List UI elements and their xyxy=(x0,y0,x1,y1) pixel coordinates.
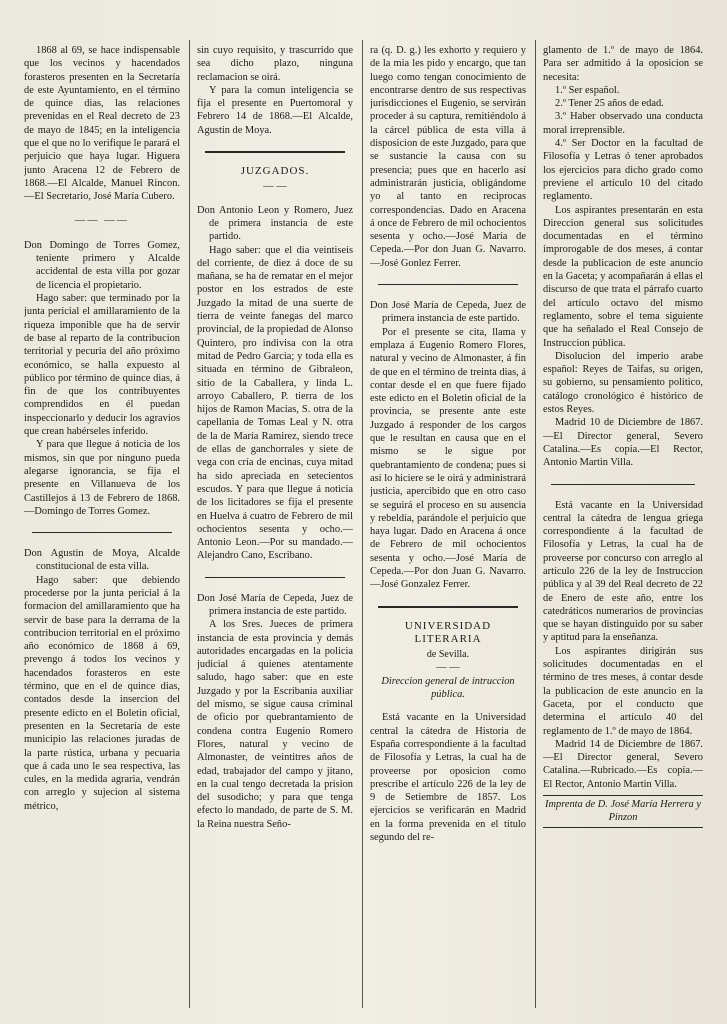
notice-body: glamento de 1.º de mayo de 1864. Para ser admitido á la oposicion se necesita: xyxy=(543,45,703,83)
divider xyxy=(378,606,518,608)
notice-body: Los aspirantes dirigirán sus solicitudes documentadas en el término de tres meses, á contar desde la publicacion de este anuncio en la Gaceta, por el conducto que determina el artículo 40 del reglamento de 1.º de mayo de 1864. xyxy=(543,645,703,737)
direction-heading: Direccion general de intruccion pública. xyxy=(381,675,515,701)
divider xyxy=(205,577,345,578)
divider xyxy=(551,484,695,485)
divider xyxy=(205,151,345,153)
notice-body: Está vacante en la Universidad central la cátedra de lengua griega correspondiente á la facultad de Filosofía y Letras, la cual ha de proveerse por concurso con arreglo al artículo 226 de la ley de Instruccion pública y al 39 del Real decreto de 22 de Enero de este año, entre los catedráticos numerarios de provincias que se hayan distinguido por su saber y aptitud para la enseñanza. xyxy=(543,499,703,644)
notice-body: Hago saber: que terminado por la junta pericial el amillaramiento de la riqueza imponible que ha de servir de base al reparto de la contribucion territorial y pecuria del año próximo económico, se halla expuesto al público por término de quince dias, á fin de que los contribuyentes comprendidos en él puedan inspeccionarlo y deducir los agravios que crean habérseles inferido. xyxy=(24,293,180,438)
column-3 xyxy=(370,44,526,1010)
section-subtitle: de Sevilla. xyxy=(426,649,470,661)
notice-body: Está vacante en la Universidad central la cátedra de Historia de España correspondiente á la facultad de Filosofía y Letras, la cual ha de proveerse por oposicion como prescribe el artículo 226 de la ley de 9 de Setiembre de 1857. Los ejercicios se verificarán en Madrid en la forma prevenida en el título segundo del re- xyxy=(370,712,526,844)
requirement-item: 1.º Ser español. xyxy=(555,84,620,96)
separator: — — xyxy=(436,662,460,674)
notice-body: Los aspirantes presentarán en esta Direccion general sus solicitudes documentadas en el término improrogable de dos meses, á contar desde la publicacion de este anuncio en la Gaceta; y acompañarán á ellas el discurso de que trata el párrafo cuarto del artículo octavo del mismo reglamento, sobre el tema siguiente que ha señalado el Real Consejo de Instruccion pública. xyxy=(543,204,703,349)
notice-heading: Don Agustin de Moya, Alcalde constitucional de esta villa. xyxy=(24,548,180,573)
divider xyxy=(32,532,172,533)
notice-body: Por el presente se cita, llama y emplaza á Eugenio Romero Flores, natural y vecino de Almonaster, á fin de que en el término de treinta dias, á contar desde el en que fuere fijado este edicto en el Boletin oficial de la provincia, se presente ante este Juzgado á responder de los cargos que le resultan en causa que en el mismo se le sigue por quebrantamiento de condena; pues si así lo hiciere se le oirá y administrará justicia, apercibido que en otro caso se seguirá el proceso en su ausencia y rebeldía, parándole el perjuicio que haya lugar. Dado en Aracena á once de Febrero de mil ochocientos sesenta y ocho.—José María de Cepeda.—Por don Juan G. Navarro.—José Gonzalez Ferrer. xyxy=(370,326,526,591)
column-1 xyxy=(24,44,180,1010)
requirement-item: 4.º Ser Doctor en la facultad de Filosofía y Letras ó tener aprobados los ejercicios para dicho grado como previene el artículo 10 del citado reglamento. xyxy=(543,138,703,203)
requirement-item: 2.º Tener 25 años de edad. xyxy=(555,98,664,110)
notice-heading: Don Antonio Leon y Romero, Juez de primera instancia de este partido. xyxy=(197,204,353,243)
notice-body: ra (q. D. g.) les exhorto y requiero y de la mia les pido y encargo, que tan luego como tengan conocimiento de encontrarse dentro de sus respectivas jurisdicciones el Eugenio, se servirán proceder á su captura, remitiéndolo á la cárcel pública de esta villa á disposicion de este Juzgado, para que se sustancie la causa con su presencia; pues que en hacerlo así administrarán justicia, obligándome yo al tanto en reciprocas correspondencias. Dado en Aracena á once de Febrero de mil ochocientos sesenta y ocho.—José María de Cepeda.—Por don Juan G. Navarro.—José Gonlez Ferrer. xyxy=(370,45,526,269)
separator: —— —— xyxy=(74,214,130,226)
notice-body: Y para que llegue á noticia de los mismos, sin que por ninguno pueda alegarse ignorancia, se fija el presente en Villanueva de los Castillejos á 13 de Febrero de 1868.—Domingo de Torres Gomez. xyxy=(24,439,180,517)
imprint: Imprenta de D. José María Herrera y Pinzon xyxy=(543,795,703,828)
notice-signature: Madrid 10 de Diciembre de 1867.—El Director general, Severo Catalina.—Es copia.—El Rector, Antonio Martin Villa. xyxy=(543,417,703,469)
column-4 xyxy=(543,44,703,1010)
notice-body: Disolucion del imperio arabe español: Reyes de Taifas, su origen, su gobierno, su pensamiento politico, catálogo cronológico é histórico de estos Reyes. xyxy=(543,350,703,416)
notice-body: Hago saber: que debiendo procederse por la junta pericial á la formacion del amillaramiento que ha servir de base para la derrama de la contribucion territorial en el próximo año económico de 1868 á 69, prevengo á todos los vecinos y hacendados forasteros en este término, que en el de quince dias, contados desde la insercion del presente edicto en el Boletin oficial, presenten en la Secretaría de este municipio las relaciones juradas de la parte rústica, urbana y pecuaria que á cada uno le sea respectiva, las cules, en la medida agraria, vendrán con arreglo y sujecion al sistema métrico, xyxy=(24,574,180,812)
requirement-item: 3.º Haber observado una conducta moral irreprensible. xyxy=(543,111,703,136)
notice-heading: Don José María de Cepeda, Juez de primera instancia de este partido. xyxy=(197,592,353,617)
column-rule xyxy=(189,40,190,1008)
notice-signature: Madrid 14 de Diciembre de 1867.—El Director general, Severo Catalina.—Rubricado.—Es copia.—El Rector, Antonio Martin Villa. xyxy=(543,738,703,790)
column-rule xyxy=(362,40,363,1008)
divider xyxy=(378,284,518,285)
column-rule xyxy=(535,40,536,1008)
section-title-juzgados: JUZGADOS. xyxy=(240,165,310,178)
notice-body: Y para la comun inteligencia se fija el presente en Puertomoral y Febrero 14 de 1868.—El Alcalde, Agustin de Moya. xyxy=(197,84,353,136)
notice-heading: Don José María de Cepeda, Juez de primera instancia de este partido. xyxy=(370,300,526,325)
notice-body: A los Sres. Jueces de primera instancia de esta provincia y demás autoridades encargadas en la policia judicial á quienes atentamente saludo, hago saber: que en este Juzgado y por la Escribania auxiliar del mismo, se sigue causa criminal de oficio por quebrantamiento de condena contra Eugenio Romero Flores, natural y vecino de Almonaster, de veintitres años de edad, trabajador del campo y jitano, en la cual tengo decretada la prision del susodicho; y para que tenga efecto lo mandado, de parte de S. M. la Reina nuestra Seño- xyxy=(197,619,353,830)
section-title-universidad: UNIVERSIDAD LITERARIA xyxy=(404,619,492,645)
notice-heading: Don Domingo de Torres Gomez, teniente primero y Alcalde accidental de esta villa por gozar de licencia el propietario. xyxy=(24,239,180,291)
separator: — — xyxy=(263,181,287,193)
notice-body: sin cuyo requisito, y trascurrido que sea dicho plazo, ninguna reclamacion se oirá. xyxy=(197,45,353,83)
column-2 xyxy=(197,44,353,1010)
notice-body: Hago saber: que el dia veintiseis del corriente, de diez á doce de su mañana, se ha de rematar en el mejor postor en los estrados de este Juzgado la mitad de una suerte de tierra de veinte fanegas del marco provincial, de la propiedad de Alonso Quintero, pro indivisa con la otra mitad de Pedro Garcia; y toda ella es situada en término de Gibraleon, sitio de la Caballera, y linda L. arroyo Caballero, P. tierra de los hijos de Ramon Macias, S. otra de la capellania de Tomas Leal y N. otra de la de María Ramirez, siendo trece de ellas de ganchorrales y siete de vega con cría de encinas, cuya mitad ha sido apreciada en setecientos escudos. Y para que llegue á noticia de los licitadores se fija el presente en Huelva á cuatro de Febrero de mil ochocientos sesenta y ocho.—Antonio Leon.—Por su mandado.—Alejandro Cano, Escribano. xyxy=(197,244,353,562)
notice-higuera: 1868 al 69, se hace indispensable que los vecinos y hacendados forasteros presenten en la Secretaría de este Ayuntamiento, en el término de quince dias, las relaciones prevenidas en el Real decreto de 23 de mayo de 1845; en la inteligencia que el que no lo verifique le parará el perjuicio que haya lugar. Higuera junto Aracena 12 de Febrero de 1868.—El Alcalde, Manuel Rincon.—El Secretario, José María Cubero. xyxy=(24,45,180,203)
